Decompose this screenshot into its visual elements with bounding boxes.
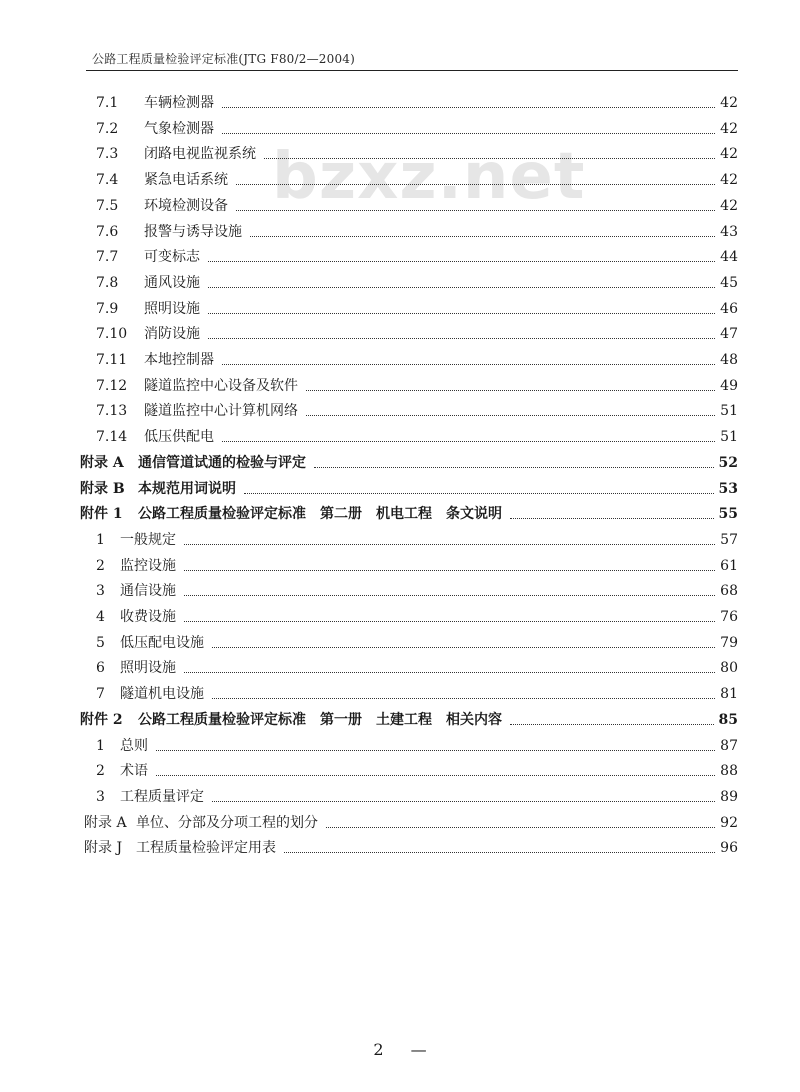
toc-entry [96,626,738,652]
toc-entry-title: 消防设施 [144,326,200,343]
toc-entry-number: 2 [96,557,105,574]
toc-entry [96,754,738,780]
toc-entry-page: 87 [720,737,738,754]
toc-entry-page: 51 [720,429,738,446]
toc-entry-page: 53 [718,480,738,497]
toc-entry [96,677,738,703]
dot-leader [510,518,714,519]
dot-leader [184,672,715,673]
toc-entry-number: 2 [96,763,105,780]
toc-entry-page: 76 [720,609,738,625]
toc-entry-page: 42 [720,120,738,137]
toc-entry [96,112,738,138]
running-header: 公路工程质量检验评定标准(JTG F80/2—2004) [92,52,355,66]
toc-entry [96,549,738,575]
toc-entry-number: 7.2 [96,120,119,137]
toc-entry-number: 7.12 [96,377,128,394]
toc-entry [96,86,738,112]
dot-leader [156,750,715,751]
toc-entry [84,806,738,832]
dot-leader [184,595,715,596]
header-rule [86,70,738,71]
dot-leader [184,621,715,622]
toc-entry-title: 车辆检测器 [144,95,214,111]
toc-entry [96,394,738,420]
dot-leader [156,775,715,776]
toc-entry-number: 3 [96,788,105,805]
toc-entry [96,574,738,600]
toc-entry [96,651,738,677]
toc-entry-title: 隧道监控中心设备及软件 [144,377,298,394]
dot-leader [208,313,715,314]
dot-leader [250,236,715,237]
dot-leader [184,544,715,545]
toc-entry [96,420,738,446]
toc-entry-title: 照明设施 [120,660,176,677]
toc-entry [96,266,738,292]
toc-entry-page: 89 [720,788,738,805]
toc-entry-page: 52 [718,454,738,471]
toc-entry [96,369,738,395]
toc-entry-title: 低压供配电 [144,429,214,446]
dot-leader [314,467,714,468]
toc-entry-title: 通信管道试通的检验与评定 [138,454,306,471]
dot-leader [236,210,715,211]
toc-entry-page: 44 [720,249,738,266]
toc-entry-number: 附录 J [84,840,123,857]
toc-entry-page: 79 [720,634,738,651]
toc-entry-title: 工程质量检验评定用表 [136,840,276,857]
toc-entry-title: 气象检测器 [144,120,214,137]
toc-entry-page: 85 [718,711,738,728]
toc-entry [96,523,738,549]
toc-entry-title: 隧道监控中心计算机网络 [144,403,298,420]
toc-entry-number: 5 [96,634,105,651]
toc-entry-number: 附件 2 [80,711,123,728]
toc-entry-title: 总则 [120,737,148,754]
dot-leader [326,827,715,828]
toc-entry-number: 7.13 [96,403,128,420]
toc-entry-title: 环境检测设备 [144,197,228,214]
toc-entry [96,240,738,266]
toc-entry-number: 1 [96,737,105,754]
dot-leader [222,133,715,134]
dot-leader [244,493,714,494]
toc-entry-title: 本规范用词说明 [138,480,236,497]
toc-entry-title: 本地控制器 [144,352,214,368]
dot-leader [222,364,715,365]
toc-entry [96,292,738,318]
toc-entry [96,729,738,755]
toc-entry [84,831,738,857]
dot-leader [306,415,715,416]
toc-entry-title: 报警与诱导设施 [144,223,242,240]
toc-entry-title: 公路工程质量检验评定标准 第一册 土建工程 相关内容 [138,711,502,728]
toc-entry-page: 45 [720,274,738,291]
dot-leader [306,390,715,391]
toc-entry [96,137,738,163]
dot-leader [264,158,715,159]
toc-entry-page: 42 [720,197,738,214]
toc-entry-page: 51 [720,403,738,420]
toc-entry-page: 42 [720,172,738,189]
dot-leader [208,338,715,339]
dot-leader [212,698,715,699]
toc-entry-title: 照明设施 [144,300,200,317]
toc-entry-title: 监控设施 [120,557,176,574]
toc-entry-page: 61 [720,557,738,574]
toc-entry [96,189,738,215]
toc-entry [80,446,738,472]
toc-entry [80,703,738,729]
toc-entry [96,163,738,189]
toc-entry-title: 可变标志 [144,249,200,266]
toc-entry-title: 通信设施 [120,583,176,600]
toc-entry-page: 43 [720,223,738,240]
toc-entry-title: 闭路电视监视系统 [144,146,256,163]
toc-entry-number: 6 [96,660,105,677]
toc-entry-title: 单位、分部及分项工程的划分 [136,814,318,831]
dot-leader [222,441,715,442]
toc-entry-title: 紧急电话系统 [144,172,228,189]
toc-entry-page: 96 [720,840,738,857]
toc-entry-number: 7.9 [96,300,119,317]
toc-entry-number: 7.4 [96,172,119,189]
toc-entry-number: 附录 A [80,454,124,471]
toc-entry-title: 一般规定 [120,531,176,548]
toc-entry-page: 42 [720,146,738,163]
toc-entry [96,343,738,369]
toc-entry-title: 通风设施 [144,274,200,291]
toc-entry [96,317,738,343]
toc-entry-page: 48 [720,352,738,368]
toc-entry-number: 附件 1 [80,506,123,523]
toc-entry-number: 4 [96,609,105,625]
toc-entry-page: 42 [720,95,738,111]
toc-entry-title: 工程质量评定 [120,788,204,805]
toc-entry-number: 7.10 [96,326,128,343]
toc-entry-number: 7.3 [96,146,119,163]
toc-entry [96,600,738,626]
toc-entry-number: 7.5 [96,197,119,214]
dot-leader [510,724,714,725]
toc-entry-number: 1 [96,531,105,548]
toc-entry [96,215,738,241]
toc-entry-page: 80 [720,660,738,677]
toc-entry-number: 7.6 [96,223,119,240]
toc-entry-title: 收费设施 [120,609,176,625]
toc-entry [80,472,738,498]
dot-leader [236,184,715,185]
toc-entry-number: 7.8 [96,274,119,291]
toc-entry-title: 术语 [120,763,148,780]
toc-entry-number: 7.1 [96,95,119,111]
toc-entry-page: 88 [720,763,738,780]
toc-entry-number: 7.7 [96,249,119,266]
toc-entry-title: 隧道机电设施 [120,686,204,703]
watermark: bzxz.net [272,140,586,214]
toc-entry-page: 81 [720,686,738,703]
toc-entry-number: 7.11 [96,352,128,368]
toc-entry-page: 47 [720,326,738,343]
toc-entry [96,780,738,806]
dot-leader [212,647,715,648]
dot-leader [284,852,715,853]
toc-entry-page: 68 [720,583,738,600]
dot-leader [208,287,715,288]
dot-leader [212,801,715,802]
footer-dash: — [410,1040,427,1059]
toc-entry-page: 55 [718,506,738,523]
page-footer [0,1040,800,1059]
toc-entry-title: 公路工程质量检验评定标准 第二册 机电工程 条文说明 [138,506,502,523]
toc-entry-number: 附录 A [84,814,127,831]
toc-entry-number: 附录 B [80,480,125,497]
dot-leader [208,261,715,262]
toc-entry-number: 3 [96,583,105,600]
toc-entry-page: 46 [720,300,738,317]
toc-entry-page: 92 [720,814,738,831]
toc-entry-number: 7.14 [96,429,128,446]
page-number: 2 [373,1040,384,1059]
dot-leader [222,107,715,108]
toc-entry-page: 57 [720,531,738,548]
toc-entry-number: 7 [96,686,105,703]
toc-entry-page: 49 [720,377,738,394]
dot-leader [184,570,715,571]
toc-entry [80,497,738,523]
toc-entry-title: 低压配电设施 [120,634,204,651]
